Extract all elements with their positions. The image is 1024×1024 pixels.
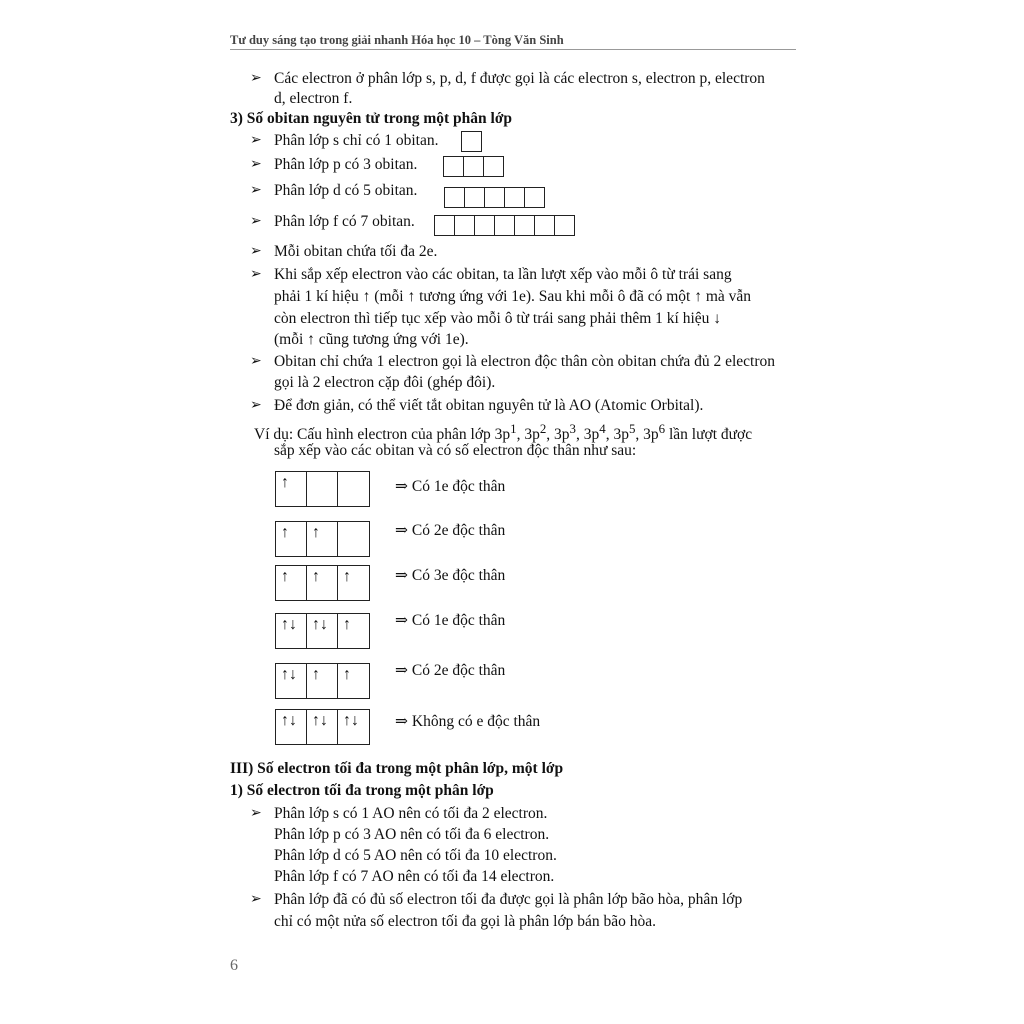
text-line: Phân lớp s chỉ có 1 obitan. bbox=[274, 132, 439, 149]
config-3p4: $3p^4$, bbox=[583, 421, 614, 444]
bullet-icon: ➢ bbox=[250, 214, 262, 229]
text-line: Phân lớp d có 5 obitan. bbox=[274, 182, 418, 199]
implies-icon: ⇒ bbox=[395, 713, 408, 730]
text-line: Phân lớp d có 5 AO nên có tối đa 10 electron. bbox=[274, 847, 557, 864]
subsection-heading: 1) Số electron tối đa trong một phân lớp bbox=[230, 782, 494, 799]
implies-icon: ⇒ bbox=[395, 522, 408, 539]
ao-cell: ↑↓ bbox=[276, 710, 307, 744]
text-line: chỉ có một nửa số electron tối đa gọi là phân lớp bán bão hòa. bbox=[274, 913, 657, 930]
bullet-icon: ➢ bbox=[250, 398, 262, 413]
ao-cell bbox=[338, 522, 369, 556]
text-line: sắp xếp vào các obitan và có số electron độc thân như sau: bbox=[274, 442, 637, 459]
ao-cell bbox=[307, 472, 338, 506]
ao-diagram-2 bbox=[275, 521, 370, 557]
implies-icon: ⇒ bbox=[395, 478, 408, 495]
ao-cell: ↑↓ bbox=[276, 664, 307, 698]
config-3p3: $3p^3$, bbox=[554, 421, 584, 444]
bullet-icon: ➢ bbox=[250, 244, 262, 259]
config-3p6: $3p^6$ bbox=[643, 421, 666, 444]
ao-cell: ↑↓ bbox=[307, 710, 338, 744]
text-line: Các electron ở phân lớp s, p, d, f được gọi là các electron s, electron p, electron bbox=[274, 70, 765, 87]
section-heading: 3) Số obitan nguyên tử trong một phân lớp bbox=[230, 110, 513, 127]
bullet-icon: ➢ bbox=[250, 71, 262, 86]
result-line: ⇒ Có 1e độc thân bbox=[395, 478, 506, 495]
text-line: Phân lớp f có 7 obitan. bbox=[274, 213, 415, 230]
text-line: Phân lớp đã có đủ số electron tối đa được gọi là phân lớp bão hòa, phân lớp bbox=[274, 891, 743, 908]
ao-cell: ↑ bbox=[343, 568, 351, 585]
bullet-icon: ➢ bbox=[250, 892, 262, 907]
implies-icon: ⇒ bbox=[395, 662, 408, 679]
implies-icon: ⇒ bbox=[395, 612, 408, 629]
implies-icon: ⇒ bbox=[395, 567, 408, 584]
text-line: phải 1 kí hiệu ↑ (mỗi ↑ tương ứng với 1e). Sau khi mỗi ô đã có một ↑ mà vẫn bbox=[274, 288, 752, 305]
ao-cell bbox=[338, 472, 369, 506]
ao-cell: ↑ bbox=[343, 666, 351, 683]
ao-cell: ↑ bbox=[276, 566, 307, 600]
config-3p1: $3p^1$, bbox=[494, 421, 525, 444]
bullet-icon: ➢ bbox=[250, 806, 262, 821]
text-line: gọi là 2 electron cặp đôi (ghép đôi). bbox=[274, 374, 496, 391]
ao-diagram-3 bbox=[275, 565, 370, 601]
section-heading: III) Số electron tối đa trong một phân lớp, một lớp bbox=[230, 760, 564, 777]
header-rule bbox=[230, 49, 796, 50]
text-line: Để đơn giản, có thể viết tắt obitan nguyên tử là AO (Atomic Orbital). bbox=[274, 397, 704, 414]
text-line: d, electron f. bbox=[274, 90, 353, 107]
text-line: Phân lớp p có 3 AO nên có tối đa 6 electron. bbox=[274, 826, 550, 843]
result-line: ⇒ Có 2e độc thân bbox=[395, 522, 506, 539]
text-line: (mỗi ↑ cũng tương ứng với 1e). bbox=[274, 331, 469, 348]
text-line: Phân lớp s có 1 AO nên có tối đa 2 electron. bbox=[274, 805, 548, 822]
bullet-icon: ➢ bbox=[250, 354, 262, 369]
ao-cell: ↑ bbox=[307, 566, 338, 600]
ao-diagram-4 bbox=[275, 613, 370, 649]
text-line: Khi sắp xếp electron vào các obitan, ta lần lượt xếp vào mỗi ô từ trái sang bbox=[274, 266, 732, 283]
bullet-icon: ➢ bbox=[250, 133, 262, 148]
ao-cell: ↑ bbox=[307, 522, 338, 556]
ao-diagram-1 bbox=[275, 471, 370, 507]
orbital-box-d bbox=[444, 187, 545, 208]
example-line: Ví dụ: Cấu hình electron của phân lớp $3p^1$, $3p^2$, $3p^3$, $3p^4$, $3p^5$, $3p^6$ lần lượt được bbox=[254, 421, 753, 444]
result-line: ⇒ Có 3e độc thân bbox=[395, 567, 506, 584]
result-line: ⇒ Không có e độc thân bbox=[395, 713, 541, 730]
orbital-box-f bbox=[434, 215, 575, 236]
ao-cell: ↑ bbox=[276, 472, 307, 506]
orbital-box-s bbox=[461, 131, 482, 152]
config-3p5: $3p^5$, bbox=[613, 421, 644, 444]
text-line: Phân lớp p có 3 obitan. bbox=[274, 156, 418, 173]
ao-diagram-6 bbox=[275, 709, 370, 745]
orbital-box-p bbox=[443, 156, 504, 177]
ao-diagram-5 bbox=[275, 663, 370, 699]
text-line: Phân lớp f có 7 AO nên có tối đa 14 electron. bbox=[274, 868, 555, 885]
bullet-icon: ➢ bbox=[250, 183, 262, 198]
ao-cell: ↑ bbox=[343, 616, 351, 633]
ao-cell: ↑ bbox=[276, 522, 307, 556]
ao-cell: ↑↓ bbox=[343, 712, 359, 729]
page-number: 6 bbox=[230, 957, 238, 974]
ao-cell: ↑↓ bbox=[276, 614, 307, 648]
result-line: ⇒ Có 1e độc thân bbox=[395, 612, 506, 629]
text-line: Obitan chỉ chứa 1 electron gọi là electron độc thân còn obitan chứa đủ 2 electron bbox=[274, 353, 775, 370]
config-3p2: $3p^2$, bbox=[524, 421, 555, 444]
ao-cell: ↑↓ bbox=[307, 614, 338, 648]
ao-cell: ↑ bbox=[307, 664, 338, 698]
text-line: còn electron thì tiếp tục xếp vào mỗi ô từ trái sang phải thêm 1 kí hiệu ↓ bbox=[274, 310, 722, 327]
bullet-icon: ➢ bbox=[250, 267, 262, 282]
result-line: ⇒ Có 2e độc thân bbox=[395, 662, 506, 679]
text-line: Mỗi obitan chứa tối đa 2e. bbox=[274, 243, 438, 260]
running-header: Tư duy sáng tạo trong giải nhanh Hóa học 10 – Tòng Văn Sinh bbox=[230, 33, 564, 47]
bullet-icon: ➢ bbox=[250, 157, 262, 172]
